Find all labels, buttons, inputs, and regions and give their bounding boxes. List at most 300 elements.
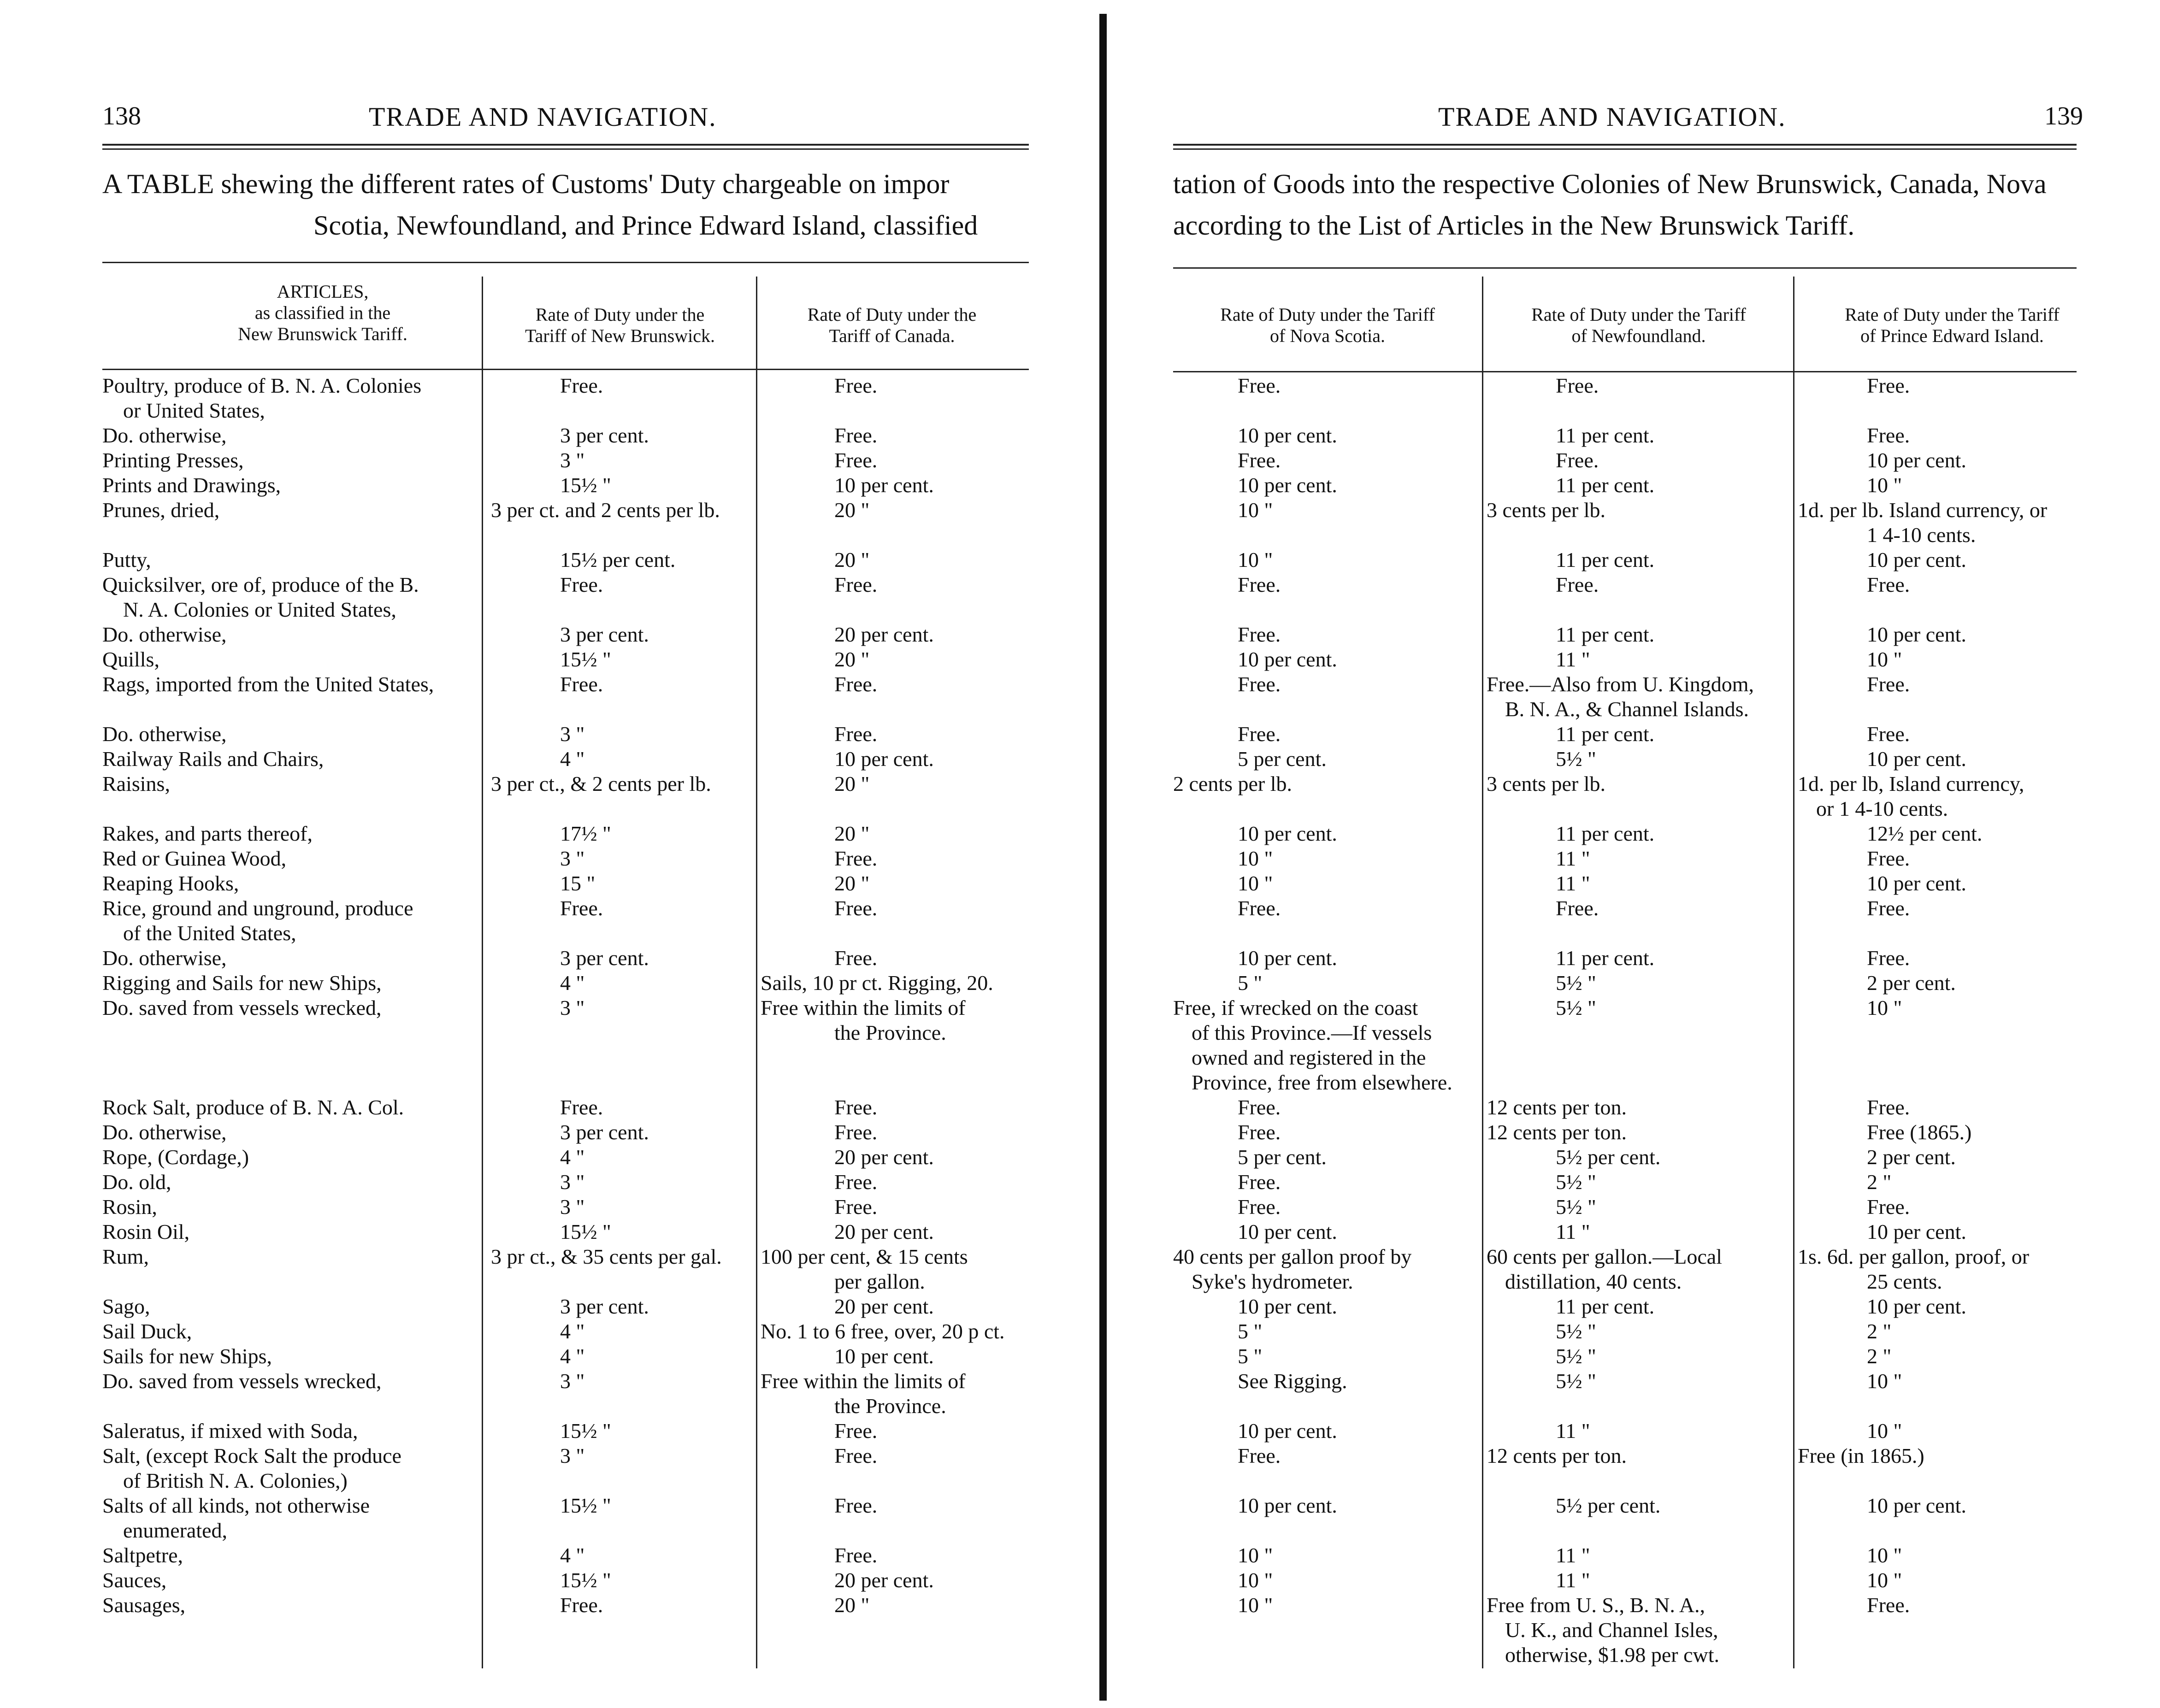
newfoundland-rate — [1487, 373, 1599, 398]
article-cell — [102, 1095, 404, 1120]
nova-scotia-rate — [1173, 1170, 1281, 1195]
header-double-rule — [102, 144, 1029, 150]
cell-line: 10 per cent. — [834, 473, 934, 497]
newfoundland-rate — [1487, 1219, 1590, 1244]
nova-scotia-rate — [1173, 1244, 1411, 1294]
canada-rate — [761, 846, 877, 871]
prince-edward-island-rate — [1798, 1120, 1971, 1145]
cell-line: 3 " — [560, 1444, 585, 1467]
page-number-right: 139 — [2044, 102, 2083, 130]
newfoundland-rate — [1487, 1568, 1590, 1593]
cell-line: Free. — [1867, 946, 1910, 970]
new-brunswick-rate — [491, 995, 584, 1020]
cell-line: 10 per cent. — [1238, 424, 1337, 447]
cell-line: 1d. per lb. Island currency, or — [1798, 498, 2048, 522]
cell-line: Free. — [1867, 573, 1910, 596]
cell-line: Free. — [1556, 448, 1599, 472]
cell-line: Free. — [1867, 896, 1910, 920]
cell-line: 15½ " — [560, 1568, 611, 1592]
cell-line: 11 " — [1556, 648, 1590, 671]
cell-line: Free. — [834, 722, 878, 746]
article-cell — [102, 896, 413, 946]
new-brunswick-rate — [491, 448, 584, 473]
cell-line: 3 " — [560, 722, 585, 746]
prince-edward-island-rate — [1798, 971, 1956, 995]
canada-rate — [761, 1319, 1005, 1344]
cell-line: 3 per cent. — [560, 1120, 649, 1144]
cell-line: Sago, — [102, 1295, 150, 1318]
prince-edward-island-rate — [1798, 647, 1902, 672]
cell-line: U. K., and Channel Isles, — [1505, 1618, 1718, 1642]
cell-line: 2 per cent. — [1867, 971, 1956, 995]
cell-line: of this Province.—If vessels — [1192, 1021, 1432, 1044]
nova-scotia-rate — [1173, 722, 1281, 747]
prince-edward-island-rate — [1798, 1369, 1902, 1394]
cell-line: Quicksilver, ore of, produce of the B. — [102, 573, 419, 596]
canada-rate — [761, 572, 877, 597]
column-head-nova-scotia: Rate of Duty under the Tariff of Nova Scotia. — [1220, 304, 1435, 346]
prince-edward-island-rate — [1798, 846, 1910, 871]
prince-edward-island-rate — [1798, 373, 1910, 398]
newfoundland-rate — [1487, 896, 1599, 921]
cell-line: 2 " — [1867, 1170, 1892, 1194]
cell-line: Free. — [834, 672, 878, 696]
newfoundland-rate — [1487, 1195, 1596, 1219]
cell-line: B. N. A., & Channel Islands. — [1505, 697, 1749, 721]
newfoundland-rate — [1487, 821, 1654, 846]
cell-line: 10 per cent. — [1238, 1494, 1337, 1517]
new-brunswick-rate — [491, 1493, 611, 1518]
cell-line: 2 cents per lb. — [1173, 772, 1292, 795]
cell-line: Free.—Also from U. Kingdom, — [1487, 672, 1754, 696]
nova-scotia-rate — [1173, 622, 1281, 647]
canada-rate — [761, 871, 869, 896]
cell-line: 15½ " — [560, 1419, 611, 1443]
cell-line: Free. — [1867, 374, 1910, 397]
new-brunswick-rate — [491, 1145, 584, 1170]
cell-line: 3 per cent. — [560, 1295, 649, 1318]
column-head-articles: ARTICLES, as classified in the New Brunswick Tariff. — [238, 281, 407, 344]
article-cell — [102, 946, 227, 971]
cell-line: Free. — [1238, 672, 1281, 696]
new-brunswick-rate — [491, 672, 603, 697]
cell-line: 10 " — [1238, 1568, 1273, 1592]
article-cell — [102, 473, 281, 498]
canada-rate — [761, 1145, 934, 1170]
nova-scotia-rate — [1173, 971, 1262, 995]
cell-line: Free. — [1238, 896, 1281, 920]
nova-scotia-rate — [1173, 1593, 1273, 1618]
new-brunswick-rate — [491, 1294, 649, 1319]
article-cell — [102, 1493, 370, 1543]
cell-line: Free. — [834, 1444, 878, 1467]
cell-line: 11 " — [1556, 872, 1590, 895]
cell-line: 20 per cent. — [834, 1220, 934, 1243]
cell-line: 20 " — [834, 498, 870, 522]
article-cell — [102, 971, 382, 995]
article-cell — [102, 1344, 272, 1369]
newfoundland-rate — [1487, 1145, 1660, 1170]
cell-line: Sausages, — [102, 1593, 186, 1617]
cell-line: 11 per cent. — [1556, 822, 1655, 845]
cell-line: Free within the limits of — [761, 1369, 966, 1393]
canada-rate — [761, 1419, 877, 1443]
cell-line: Free. — [834, 1120, 878, 1144]
cell-line: Free within the limits of — [761, 996, 966, 1019]
canada-rate — [761, 1593, 869, 1618]
prince-edward-island-rate — [1798, 1419, 1902, 1443]
cell-line: 15 " — [560, 872, 596, 895]
cell-line: 3 " — [560, 996, 585, 1019]
cell-line: 10 " — [1238, 872, 1273, 895]
nova-scotia-rate — [1173, 1095, 1281, 1120]
nova-scotia-rate — [1173, 1120, 1281, 1145]
newfoundland-rate — [1487, 1543, 1590, 1568]
prince-edward-island-rate — [1798, 448, 1966, 473]
cell-line: Do. otherwise, — [102, 1120, 227, 1144]
cell-line: Free. — [1238, 374, 1281, 397]
cell-line: Quills, — [102, 648, 159, 671]
cell-line: 2 " — [1867, 1319, 1892, 1343]
new-brunswick-rate — [491, 772, 711, 796]
article-cell — [102, 622, 227, 647]
article-cell — [102, 373, 421, 423]
cell-line: 5 per cent. — [1238, 747, 1327, 771]
cell-line: Free. — [560, 896, 603, 920]
cell-line: Free. — [1238, 1095, 1281, 1119]
prince-edward-island-rate — [1798, 871, 1966, 896]
cell-line: Red or Guinea Wood, — [102, 847, 287, 870]
cell-line: Free. — [560, 374, 603, 397]
nova-scotia-rate — [1173, 1145, 1327, 1170]
cell-line: 5½ per cent. — [1556, 1494, 1661, 1517]
cell-line: Free. — [834, 1543, 878, 1567]
cell-line: 5 " — [1238, 1344, 1263, 1368]
new-brunswick-rate — [491, 871, 595, 896]
newfoundland-rate — [1487, 473, 1654, 498]
running-head-right: TRADE AND NAVIGATION. — [1438, 102, 1786, 132]
cell-line: Free. — [1238, 1120, 1281, 1144]
cell-line: 12 cents per ton. — [1487, 1095, 1627, 1119]
new-brunswick-rate — [491, 1568, 611, 1593]
newfoundland-rate — [1487, 622, 1654, 647]
nova-scotia-rate — [1173, 772, 1292, 796]
newfoundland-rate — [1487, 572, 1599, 597]
header-double-rule — [1173, 144, 2077, 150]
new-brunswick-rate — [491, 1170, 584, 1195]
cell-line: per gallon. — [834, 1270, 925, 1293]
cell-line: 4 " — [560, 747, 585, 771]
cell-line: Poultry, produce of B. N. A. Colonies — [102, 374, 422, 397]
cell-line: 20 per cent. — [834, 1295, 934, 1318]
cell-line: Railway Rails and Chairs, — [102, 747, 324, 771]
cell-line: Free. — [1238, 722, 1281, 746]
cell-line: 100 per cent, & 15 cents — [761, 1245, 968, 1268]
cell-line: 10 " — [1867, 1568, 1902, 1592]
cell-line: 3 " — [560, 1195, 585, 1219]
cell-line: 1d. per lb, Island currency, — [1798, 772, 2024, 795]
prince-edward-island-rate — [1798, 1319, 1891, 1344]
cell-line: 2 per cent. — [1867, 1145, 1956, 1169]
cell-line: 10 " — [1867, 648, 1902, 671]
nova-scotia-rate — [1173, 1419, 1337, 1443]
canada-rate — [761, 1443, 877, 1468]
cell-line: of British N. A. Colonies,) — [123, 1469, 348, 1492]
canada-rate — [761, 747, 934, 772]
cell-line: Rigging and Sails for new Ships, — [102, 971, 382, 995]
cell-line: or United States, — [123, 399, 265, 422]
cell-line: Free from U. S., B. N. A., — [1487, 1593, 1706, 1617]
prince-edward-island-rate — [1798, 423, 1910, 448]
canada-rate — [761, 1294, 934, 1319]
canada-rate — [761, 373, 877, 398]
prince-edward-island-rate — [1798, 1443, 1924, 1468]
cell-line: 5½ per cent. — [1556, 1145, 1661, 1169]
cell-line: Prunes, dried, — [102, 498, 220, 522]
nova-scotia-rate — [1173, 1219, 1337, 1244]
cell-line: 11 per cent. — [1556, 623, 1655, 646]
prince-edward-island-rate — [1798, 1294, 1966, 1319]
column-head-new-brunswick: Rate of Duty under the Tariff of New Brunswick. — [525, 304, 715, 346]
cell-line: Putty, — [102, 548, 151, 571]
article-cell — [102, 871, 239, 896]
newfoundland-rate — [1487, 747, 1596, 772]
canada-rate — [761, 498, 869, 523]
cell-line: 10 per cent. — [1238, 1220, 1337, 1243]
cell-line: 10 per cent. — [834, 1344, 934, 1368]
new-brunswick-rate — [491, 1195, 584, 1219]
cell-line: 11 " — [1556, 1220, 1590, 1243]
cell-line: Saltpetre, — [102, 1543, 183, 1567]
cell-line: Free. — [1867, 847, 1910, 870]
newfoundland-rate — [1487, 498, 1605, 523]
new-brunswick-rate — [491, 572, 603, 597]
nova-scotia-rate — [1173, 498, 1273, 523]
newfoundland-rate — [1487, 448, 1599, 473]
article-cell — [102, 1369, 381, 1394]
prince-edward-island-rate — [1798, 1170, 1891, 1195]
canada-rate — [761, 672, 877, 697]
cell-line: 1 4-10 cents. — [1867, 523, 1976, 547]
canada-rate — [761, 1219, 934, 1244]
cell-line: Sails, 10 pr ct. Rigging, 20. — [761, 971, 993, 995]
cell-line: 10 " — [1238, 498, 1273, 522]
cell-line: Prints and Drawings, — [102, 473, 281, 497]
canada-rate — [761, 971, 993, 995]
cell-line: Do. saved from vessels wrecked, — [102, 1369, 382, 1393]
cell-line: Free. — [834, 1494, 878, 1517]
prince-edward-island-rate — [1798, 1095, 1910, 1120]
cell-line: 11 per cent. — [1556, 1295, 1655, 1318]
column-divider — [756, 277, 757, 1668]
cell-line: 11 per cent. — [1556, 473, 1655, 497]
running-head-left: TRADE AND NAVIGATION. — [369, 102, 717, 132]
cell-line: 15½ " — [560, 1220, 611, 1243]
column-divider — [1482, 277, 1483, 1668]
nova-scotia-rate — [1173, 647, 1337, 672]
new-brunswick-rate — [491, 1244, 722, 1269]
nova-scotia-rate — [1173, 1443, 1281, 1468]
new-brunswick-rate — [491, 423, 649, 448]
cell-line: Free. — [834, 424, 878, 447]
cell-line: Free. — [834, 448, 878, 472]
prince-edward-island-rate — [1798, 622, 1966, 647]
intro-line-2: Scotia, Newfoundland, and Prince Edward Island, classified — [313, 210, 978, 241]
cell-line: 3 per cent. — [560, 623, 649, 646]
cell-line: the Province. — [834, 1394, 946, 1418]
cell-line: Free. — [834, 1195, 878, 1219]
nova-scotia-rate — [1173, 995, 1452, 1095]
cell-line: Free. — [1867, 722, 1910, 746]
cell-line: 5½ " — [1556, 996, 1596, 1019]
cell-line: Sail Duck, — [102, 1319, 192, 1343]
newfoundland-rate — [1487, 1419, 1590, 1443]
column-head-canada: Rate of Duty under the Tariff of Canada. — [807, 304, 977, 346]
newfoundland-rate — [1487, 1170, 1596, 1195]
cell-line: Free. — [560, 1095, 603, 1119]
cell-line: owned and registered in the — [1192, 1046, 1426, 1069]
cell-line: Do. otherwise, — [102, 424, 227, 447]
article-cell — [102, 1593, 185, 1618]
cell-line: Free. — [1867, 672, 1910, 696]
nova-scotia-rate — [1173, 423, 1337, 448]
canada-rate — [761, 473, 934, 498]
cell-line: 60 cents per gallon.—Local — [1487, 1245, 1722, 1268]
cell-line: Printing Presses, — [102, 448, 244, 472]
prince-edward-island-rate — [1798, 946, 1910, 971]
nova-scotia-rate — [1173, 1195, 1281, 1219]
column-head-rule — [102, 369, 1029, 370]
newfoundland-rate — [1487, 871, 1590, 896]
cell-line: 20 " — [834, 648, 870, 671]
article-cell — [102, 1195, 157, 1219]
cell-line: Free (in 1865.) — [1798, 1444, 1924, 1467]
nova-scotia-rate — [1173, 1543, 1273, 1568]
cell-line: Free. — [834, 946, 878, 970]
canada-rate — [761, 946, 877, 971]
cell-line: 5 " — [1238, 1319, 1263, 1343]
prince-edward-island-rate — [1798, 1493, 1966, 1518]
cell-line: 10 " — [1238, 1543, 1273, 1567]
cell-line: Free. — [560, 573, 603, 596]
article-cell — [102, 672, 434, 697]
cell-line: 4 " — [560, 1145, 585, 1169]
cell-line: Free. — [1238, 448, 1281, 472]
canada-rate — [761, 1493, 877, 1518]
cell-line: 15½ " — [560, 1494, 611, 1517]
cell-line: Rock Salt, produce of B. N. A. Col. — [102, 1095, 404, 1119]
cell-line: 5 " — [1238, 971, 1263, 995]
cell-line: Free. — [834, 847, 878, 870]
nova-scotia-rate — [1173, 373, 1281, 398]
cell-line: 2 " — [1867, 1344, 1892, 1368]
cell-line: 20 " — [834, 548, 870, 571]
canada-rate — [761, 821, 869, 846]
cell-line: Free. — [1238, 1170, 1281, 1194]
cell-line: 4 " — [560, 1319, 585, 1343]
cell-line: 10 " — [1238, 548, 1273, 571]
cell-line: Salts of all kinds, not otherwise — [102, 1494, 370, 1517]
newfoundland-rate — [1487, 1493, 1660, 1518]
nova-scotia-rate — [1173, 896, 1281, 921]
cell-line: Salt, (except Rock Salt the produce — [102, 1444, 401, 1467]
prince-edward-island-rate — [1798, 1568, 1902, 1593]
article-cell — [102, 448, 244, 473]
cell-line: Sauces, — [102, 1568, 167, 1592]
cell-line: 10 per cent. — [1867, 448, 1966, 472]
cell-line: Free. — [560, 1593, 603, 1617]
newfoundland-rate — [1487, 1369, 1596, 1394]
canada-rate — [761, 1244, 968, 1294]
cell-line: 15½ per cent. — [560, 548, 676, 571]
cell-line: 20 " — [834, 872, 870, 895]
canada-rate — [761, 423, 877, 448]
newfoundland-rate — [1487, 1120, 1627, 1145]
nova-scotia-rate — [1173, 1369, 1347, 1394]
cell-line: 10 per cent. — [834, 747, 934, 771]
new-brunswick-rate — [491, 1593, 603, 1618]
cell-line: Free. — [1238, 1195, 1281, 1219]
newfoundland-rate — [1487, 1443, 1627, 1468]
cell-line: 10 per cent. — [1238, 946, 1337, 970]
nova-scotia-rate — [1173, 1294, 1337, 1319]
cell-line: Free (1865.) — [1867, 1120, 1972, 1144]
prince-edward-island-rate — [1798, 1145, 1956, 1170]
prince-edward-island-rate — [1798, 722, 1910, 747]
cell-line: of the United States, — [123, 921, 296, 945]
cell-line: the Province. — [834, 1021, 946, 1044]
nova-scotia-rate — [1173, 846, 1273, 871]
article-cell — [102, 548, 151, 572]
cell-line: Free. — [834, 1170, 878, 1194]
cell-line: 10 per cent. — [1867, 1494, 1966, 1517]
cell-line: See Rigging. — [1238, 1369, 1347, 1393]
canada-rate — [761, 1095, 877, 1120]
cell-line: 3 cents per lb. — [1487, 498, 1606, 522]
cell-line: 20 " — [834, 822, 870, 845]
cell-line: 12 cents per ton. — [1487, 1444, 1627, 1467]
column-head-newfoundland: Rate of Duty under the Tariff of Newfoundland. — [1531, 304, 1746, 346]
column-divider — [482, 277, 483, 1668]
prince-edward-island-rate — [1798, 896, 1910, 921]
book-spine — [1099, 14, 1107, 1701]
cell-line: Free. — [1556, 573, 1599, 596]
newfoundland-rate — [1487, 946, 1654, 971]
cell-line: Free. — [834, 896, 878, 920]
cell-line: Province, free from elsewhere. — [1192, 1071, 1452, 1094]
cell-line: Free. — [834, 1095, 878, 1119]
intro-line-1: A TABLE shewing the different rates of Customs' Duty chargeable on impor — [102, 169, 950, 199]
newfoundland-rate — [1487, 846, 1590, 871]
cell-line: or 1 4-10 cents. — [1816, 797, 1948, 820]
cell-line: 3 " — [560, 847, 585, 870]
table-top-rule — [102, 262, 1029, 263]
newfoundland-rate — [1487, 1593, 1719, 1667]
new-brunswick-rate — [491, 373, 603, 398]
prince-edward-island-rate — [1798, 1219, 1966, 1244]
nova-scotia-rate — [1173, 548, 1273, 572]
new-brunswick-rate — [491, 498, 720, 523]
table-top-rule — [1173, 267, 2077, 269]
cell-line: Free. — [1867, 1095, 1910, 1119]
cell-line: Free. — [1238, 623, 1281, 646]
article-cell — [102, 995, 381, 1020]
cell-line: 3 per cent. — [560, 424, 649, 447]
cell-line: Saleratus, if mixed with Soda, — [102, 1419, 358, 1443]
cell-line: 1s. 6d. per gallon, proof, or — [1798, 1245, 2030, 1268]
column-head-prince-edward-island: Rate of Duty under the Tariff of Prince Edward Island. — [1845, 304, 2060, 346]
new-brunswick-rate — [491, 821, 611, 846]
